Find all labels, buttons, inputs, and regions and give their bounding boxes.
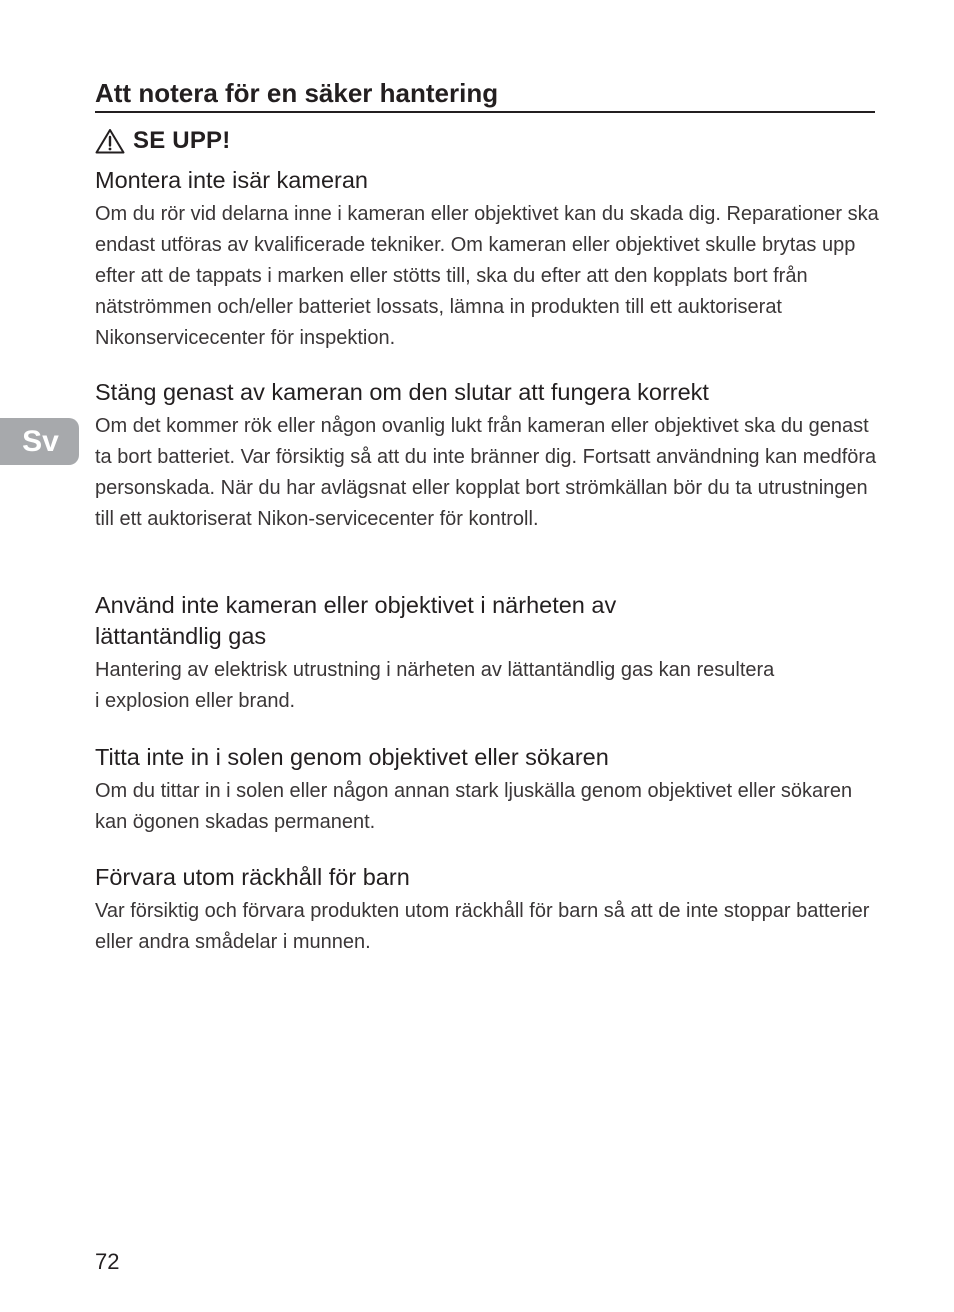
page-title: Att notera för en säker hantering	[95, 76, 875, 113]
section-body: Om det kommer rök eller någon ovanlig lukt från kameran eller objektivet ska du genast ta bort batteriet. Var försiktig så att du inte bränner dig. Fortsatt användning kan medföra personskada. När du har avlägsnat eller kopplat bort strömkällan bör du ta utrustningen till ett auktoriserat Nikon-servicecenter för kontroll.	[95, 415, 877, 530]
section-body: Om du tittar in i solen eller någon annan stark ljuskälla genom objektivet eller sökaren kan ögonen skadas permanent.	[95, 780, 853, 833]
page-number: 72	[95, 1249, 120, 1274]
section-title: Titta inte in i solen genom objektivet eller sökaren	[95, 744, 609, 770]
language-tab	[0, 418, 79, 465]
section-title: Använd inte kameran eller objektivet i närheten av lättantändlig gas	[95, 592, 617, 649]
section-flammable-gas	[95, 590, 775, 717]
section-body: Var försiktig och förvara produkten utom räckhåll för barn så att de inte stoppar batterier eller andra smådelar i munnen.	[95, 900, 870, 953]
section-malfunction	[95, 377, 885, 535]
section-title: Stäng genast av kameran om den slutar att fungera korrekt	[95, 379, 709, 405]
language-tab-label: Sv	[22, 424, 59, 458]
warning-icon	[95, 128, 125, 154]
section-sun	[95, 742, 885, 838]
section-body: Om du rör vid delarna inne i kameran eller objektivet kan du skada dig. Reparationer ska endast utföras av kvalificerade tekniker. Om kameran eller objektivet skulle brytas upp efter att de tappats i marken eller stötts till, ska du efter att den kopplats bort från nätströmmen och/eller batteriet lossats, lämna in produkten till ett auktoriserat Nikonservicecenter för inspektion.	[95, 203, 879, 349]
section-title: Montera inte isär kameran	[95, 167, 368, 193]
caution-label: SE UPP!	[133, 127, 231, 154]
section-body: Hantering av elektrisk utrustning i närheten av lättantändlig gas kan resultera i explosion eller brand.	[95, 659, 775, 712]
section-children	[95, 862, 885, 958]
section-disassembly	[95, 165, 885, 354]
caution-header	[95, 124, 230, 158]
section-title: Förvara utom räckhåll för barn	[95, 864, 410, 890]
